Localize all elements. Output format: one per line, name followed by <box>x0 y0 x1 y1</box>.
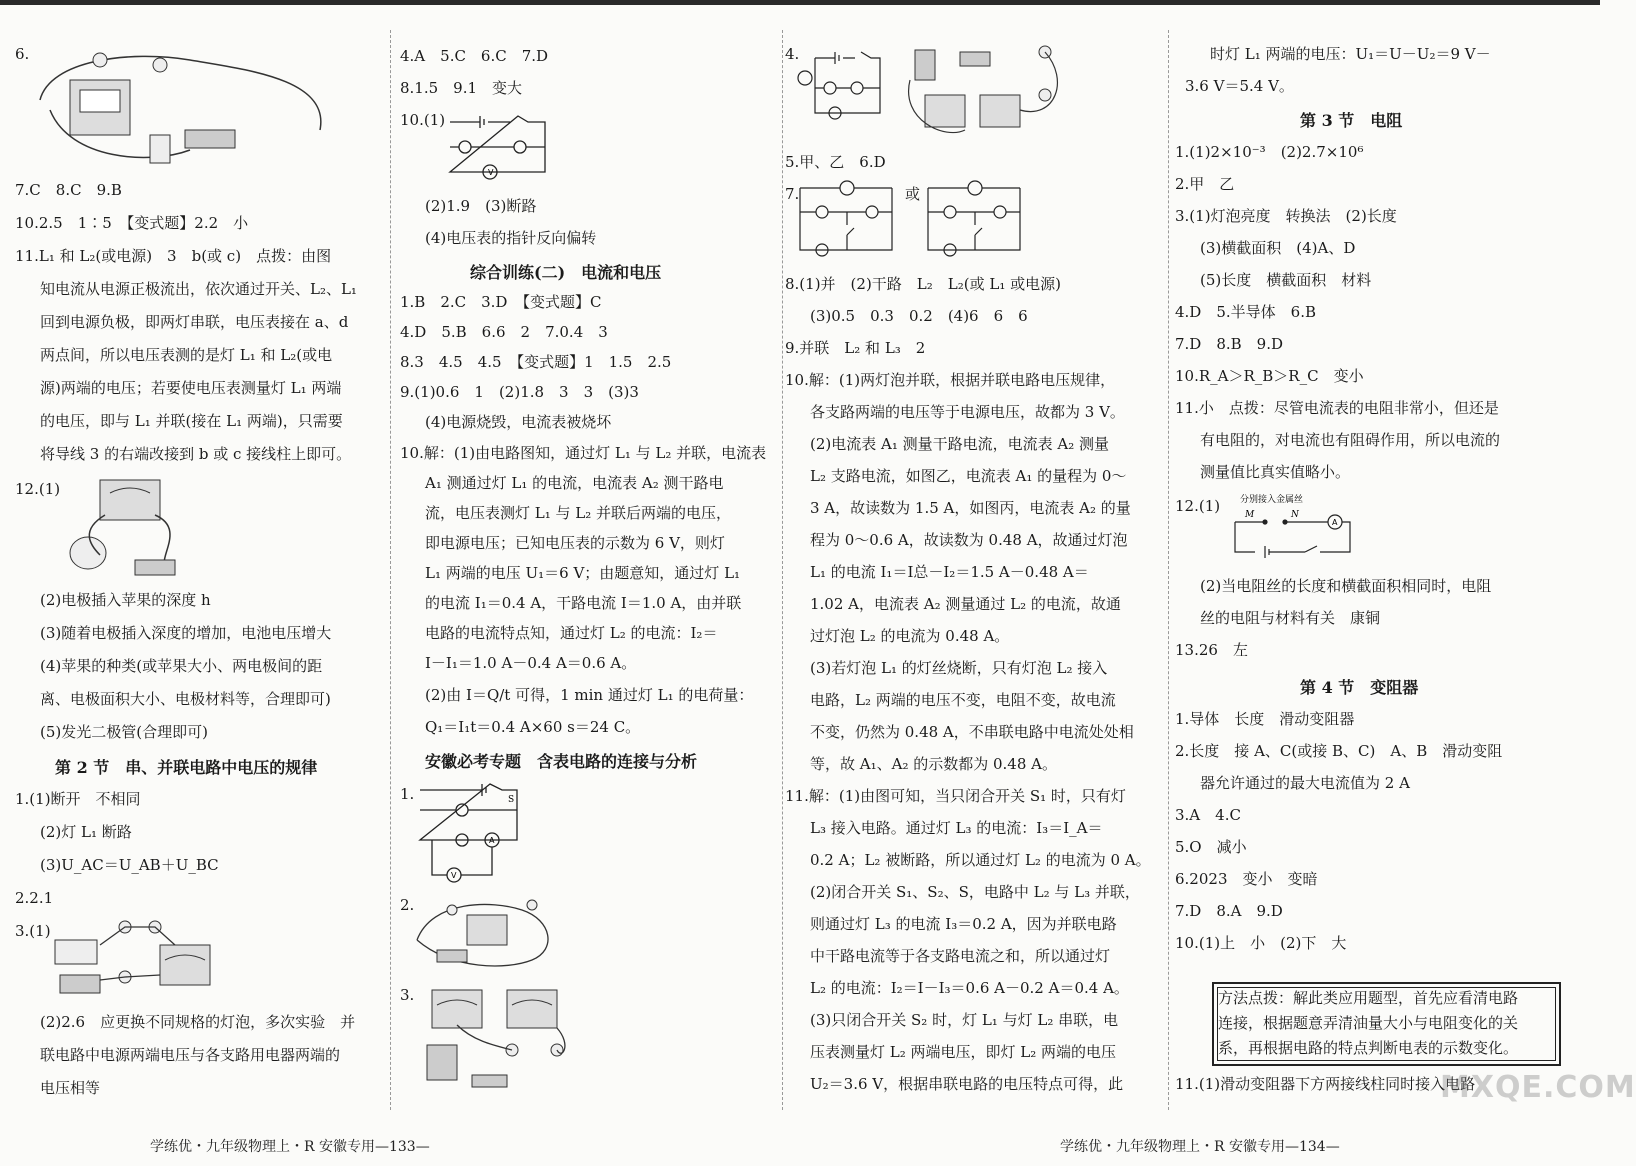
answer-line: (3)若灯泡 L₁ 的灯丝烧断，只有灯泡 L₂ 接入 <box>810 659 1108 677</box>
answer-line: Q₁＝I₁t＝0.4 A×60 s＝24 C。 <box>425 718 641 736</box>
answer-line: 10.(1) <box>400 111 446 129</box>
physical-circuit-figure <box>905 40 1075 140</box>
top-border <box>0 0 1600 5</box>
answer-line: 5.甲、乙 6.D <box>785 153 886 171</box>
column-divider <box>390 30 391 1110</box>
section-heading: 第 4 节 变阻器 <box>1300 678 1419 697</box>
circuit-diagram <box>412 780 532 890</box>
answer-line: 电路的电流特点知，通过灯 L₂ 的电流：I₂＝ <box>425 624 718 642</box>
answer-line: (2)闭合开关 S₁、S₂、S，电路中 L₂ 与 L₃ 并联， <box>810 883 1140 901</box>
answer-line: 7.D 8.B 9.D <box>1175 335 1284 353</box>
answer-line: (3)只闭合开关 S₂ 时，灯 L₁ 与灯 L₂ 串联，电 <box>810 1011 1119 1029</box>
answer-line: 13.26 左 <box>1175 641 1248 659</box>
tip-line: 系，再根据电路的特点判断电表的示数变化。 <box>1218 1039 1519 1057</box>
circuit-diagram <box>440 112 550 192</box>
answer-line: 6.2023 变小 变暗 <box>1175 870 1318 888</box>
answer-line: 7. <box>785 185 800 203</box>
section-heading: 安徽必考专题 含表电路的连接与分析 <box>425 752 698 771</box>
answer-line: 2. <box>400 896 415 914</box>
answer-line: L₁ 两端的电压 U₁＝6 V；由题意知，通过灯 L₁ <box>425 564 741 582</box>
answer-line: 3.(1)灯泡亮度 转换法 (2)长度 <box>1175 207 1397 225</box>
answer-line: (3)U_AC＝U_AB＋U_BC <box>40 856 219 874</box>
switch-label: S <box>508 795 515 805</box>
section-heading: 综合训练(二) 电流和电压 <box>470 263 662 282</box>
answer-line: 1.(1)断开 不相同 <box>15 790 141 808</box>
answer-line: A₁ 测通过灯 L₁ 的电流，电流表 A₂ 测干路电 <box>425 474 724 492</box>
answer-line: I－I₁＝1.0 A－0.4 A＝0.6 A。 <box>425 654 637 672</box>
answer-line: 电路，L₂ 两端的电压不变，电阻不变，故电流 <box>810 691 1116 709</box>
answer-line: L₁ 的电流 I₁＝I总－I₂＝1.5 A－0.48 A＝ <box>810 563 1089 581</box>
answer-line: 压表测量灯 L₂ 两端电压，即灯 L₂ 两端的电压 <box>810 1043 1117 1061</box>
section-heading: 第 2 节 串、并联电路中电压的规律 <box>55 758 318 777</box>
answer-line: (2)由 I＝Q/t 可得，1 min 通过灯 L₁ 的电荷量： <box>425 686 754 704</box>
answer-line: (2)电流表 A₁ 测量干路电流，电流表 A₂ 测量 <box>810 435 1110 453</box>
ammeter-label: A <box>489 836 495 845</box>
answer-line: 器允许通过的最大电流值为 2 A <box>1200 774 1410 792</box>
answer-line: 1.导体 长度 滑动变阻器 <box>1175 710 1355 728</box>
answer-line: 1.02 A，电流表 A₂ 测量通过 L₂ 的电流，故通 <box>810 595 1121 613</box>
circuit-diagram <box>795 48 885 123</box>
answer-line: 3.6 V＝5.4 V。 <box>1185 77 1294 95</box>
answer-line: (5)发光二极管(合理即可) <box>40 723 208 741</box>
resistance-wire-circuit <box>1225 492 1365 562</box>
answer-line: 电压相等 <box>40 1079 101 1097</box>
answer-line: 2.长度 接 A、C(或接 B、C) A、B 滑动变阻 <box>1175 742 1503 760</box>
answer-line: 知电流从电源正极流出，依次通过开关、L₂、L₁ <box>40 280 357 298</box>
answer-line: 2.2.1 <box>15 889 54 907</box>
ammeter-label: A <box>1332 518 1338 527</box>
answer-line: 有电阻的，对电流也有阻碍作用，所以电流的 <box>1200 431 1501 449</box>
answer-line: 联电路中电源两端电压与各支路用电器两端的 <box>40 1046 341 1064</box>
answer-line: 3.(1) <box>15 922 51 940</box>
answer-line: 8.3 4.5 4.5 【变式题】1 1.5 2.5 <box>400 353 672 371</box>
answer-line: (4)苹果的种类(或苹果大小、两电极间的距 <box>40 657 323 675</box>
answer-line: 将导线 3 的右端改接到 b 或 c 接线柱上即可。 <box>40 445 352 463</box>
answer-line: 12.(1) <box>1175 497 1221 515</box>
answer-line: 12.(1) <box>15 480 61 498</box>
physical-circuit-figure <box>30 40 350 170</box>
answer-line: 8.1.5 9.1 变大 <box>400 79 523 97</box>
answer-line: 11.L₁ 和 L₂(或电源) 3 b(或 c) 点拨：由图 <box>15 247 332 265</box>
answer-line: 6. <box>15 45 30 63</box>
answer-line: (5)长度 横截面积 材料 <box>1200 271 1372 289</box>
answer-line: 3 A，故读数为 1.5 A，如图丙，电流表 A₂ 的量 <box>810 499 1131 517</box>
answer-line: 等，故 A₁、A₂ 的示数都为 0.48 A。 <box>810 755 1057 773</box>
answer-line: (2)当电阻丝的长度和横截面积相同时，电阻 <box>1200 577 1492 595</box>
answer-line: 两点间，所以电压表测的是灯 L₁ 和 L₂(或电 <box>40 346 333 364</box>
or-text: 或 <box>905 185 921 203</box>
answer-line: 不变，仍然为 0.48 A，不串联电路中电流处处相 <box>810 723 1134 741</box>
apple-battery-figure <box>60 475 200 585</box>
wire-label: 分别接入金属丝 <box>1240 495 1304 505</box>
voltmeter-label: V <box>488 168 494 177</box>
answer-line: 程为 0～0.6 A，故读数为 0.48 A，故通过灯泡 <box>810 531 1128 549</box>
answer-line: 过灯泡 L₂ 的电流为 0.48 A。 <box>810 627 1010 645</box>
answer-line: 离、电极面积大小、电极材料等，合理即可) <box>40 690 331 708</box>
answer-line: L₂ 的电流：I₂＝I－I₃＝0.6 A－0.2 A＝0.4 A。 <box>810 979 1129 997</box>
answer-line: 11.小 点拨：尽管电流表的电阻非常小，但还是 <box>1175 399 1499 417</box>
answer-line: 10.R_A＞R_B＞R_C 变小 <box>1175 367 1364 385</box>
column-divider <box>782 30 783 1110</box>
answer-line: 4.D 5.B 6.6 2 7.0.4 3 <box>400 323 608 341</box>
answer-line: 的电流 I₁＝0.4 A，干路电流 I＝1.0 A，由并联 <box>425 594 742 612</box>
voltmeter-label: V <box>451 871 457 880</box>
answer-line: (2)电极插入苹果的深度 h <box>40 591 211 609</box>
answer-line: (4)电源烧毁，电流表被烧坏 <box>425 413 612 431</box>
page-footer-left: 学练优・九年级物理上・R 安徽专用—133— <box>150 1139 430 1155</box>
answer-line: 流，电压表测灯 L₁ 与 L₂ 并联后两端的电压， <box>425 504 732 522</box>
watermark: MXQE.COM <box>1440 1070 1636 1105</box>
answer-line: 源)两端的电压；若要使电压表测量灯 L₁ 两端 <box>40 379 342 397</box>
physical-circuit-figure <box>412 890 562 980</box>
column-divider <box>1168 30 1169 1110</box>
answer-line: 5.O 减小 <box>1175 838 1247 856</box>
answer-line: 7.C 8.C 9.B <box>15 181 122 199</box>
answer-line: 回到电源负极，即两灯串联，电压表接在 a、d <box>40 313 349 331</box>
answer-line: 则通过灯 L₃ 的电流 I₃＝0.2 A，因为并联电路 <box>810 915 1117 933</box>
answer-line: 10.2.5 1∶5 【变式题】2.2 小 <box>15 214 249 232</box>
point-m-label: M <box>1245 510 1255 520</box>
answer-line: 3. <box>400 986 415 1004</box>
tip-line: 方法点拨：解此类应用题型，首先应看清电路 <box>1218 989 1519 1007</box>
answer-line: 1.(1)2×10⁻³ (2)2.7×10⁶ <box>1175 143 1364 161</box>
answer-line: 3.A 4.C <box>1175 806 1241 824</box>
answer-line: 中干路电流等于各支路电流之和，所以通过灯 <box>810 947 1111 965</box>
answer-line: 9.(1)0.6 1 (2)1.8 3 3 (3)3 <box>400 383 639 401</box>
tip-line: 连接，根据题意弄清油量大小与电阻变化的关 <box>1218 1014 1519 1032</box>
answer-line: (3)随着电极插入深度的增加，电池电压增大 <box>40 624 332 642</box>
answer-line: 9.并联 L₂ 和 L₃ 2 <box>785 339 926 357</box>
answer-line: (2)1.9 (3)断路 <box>425 197 537 215</box>
answer-line: 2.甲 乙 <box>1175 175 1235 193</box>
answer-line: 0.2 A；L₂ 被断路，所以通过灯 L₂ 的电流为 0 A。 <box>810 851 1151 869</box>
circuit-diagram <box>920 180 1030 260</box>
answer-line: (2)2.6 应更换不同规格的灯泡，多次实验 并 <box>40 1013 356 1031</box>
answer-line: 4.D 5.半导体 6.B <box>1175 303 1316 321</box>
answer-line: 11.解：(1)由图可知，当只闭合开关 S₁ 时，只有灯 <box>785 787 1126 805</box>
answer-line: 即电源电压；已知电压表的示数为 6 V，则灯 <box>425 534 725 552</box>
answer-line: 11.(1)滑动变阻器下方两接线柱同时接入电路 <box>1175 1075 1476 1093</box>
answer-line: 10.解：(1)两灯泡并联，根据并联电路电压规律， <box>785 371 1116 389</box>
answer-line: 8.(1)并 (2)干路 L₂ L₂(或 L₁ 或电源) <box>785 275 1061 293</box>
answer-line: (3)0.5 0.3 0.2 (4)6 6 6 <box>810 307 1028 325</box>
answer-line: L₂ 支路电流，如图乙，电流表 A₁ 的量程为 0～ <box>810 467 1127 485</box>
answer-line: 4. <box>785 45 800 63</box>
answer-line: 1.B 2.C 3.D 【变式题】C <box>400 293 602 311</box>
answer-line: 10.(1)上 小 (2)下 大 <box>1175 934 1347 952</box>
answer-line: (2)灯 L₁ 断路 <box>40 823 132 841</box>
answer-line: 测量值比真实值略小。 <box>1200 463 1351 481</box>
physical-circuit-figure <box>412 985 592 1095</box>
answer-line: (3)横截面积 (4)A、D <box>1200 239 1356 257</box>
answer-line: 10.解：(1)由电路图知，通过灯 L₁ 与 L₂ 并联，电流表 <box>400 444 767 462</box>
answer-line: 的电压，即与 L₁ 并联(接在 L₁ 两端)，只需要 <box>40 412 343 430</box>
answer-line: (4)电压表的指针反向偏转 <box>425 229 597 247</box>
answer-line: 丝的电阻与材料有关 康铜 <box>1200 609 1381 627</box>
series-voltage-figure <box>45 915 215 1005</box>
circuit-diagram <box>792 180 902 260</box>
answer-line: 时灯 L₁ 两端的电压：U₁＝U－U₂＝9 V－ <box>1210 45 1491 63</box>
answer-line: 4.A 5.C 6.C 7.D <box>400 47 549 65</box>
page-footer-right: 学练优・九年级物理上・R 安徽专用—134— <box>1060 1139 1340 1155</box>
answer-line: L₃ 接入电路。通过灯 L₃ 的电流：I₃＝I_A＝ <box>810 819 1103 837</box>
answer-line: 各支路两端的电压等于电源电压，故都为 3 V。 <box>810 403 1125 421</box>
answer-line: 1. <box>400 785 415 803</box>
answer-line: 7.D 8.A 9.D <box>1175 902 1283 920</box>
answer-line: U₂＝3.6 V，根据串联电路的电压特点可得，此 <box>810 1075 1124 1093</box>
section-heading: 第 3 节 电阻 <box>1300 111 1403 130</box>
point-n-label: N <box>1291 510 1299 520</box>
